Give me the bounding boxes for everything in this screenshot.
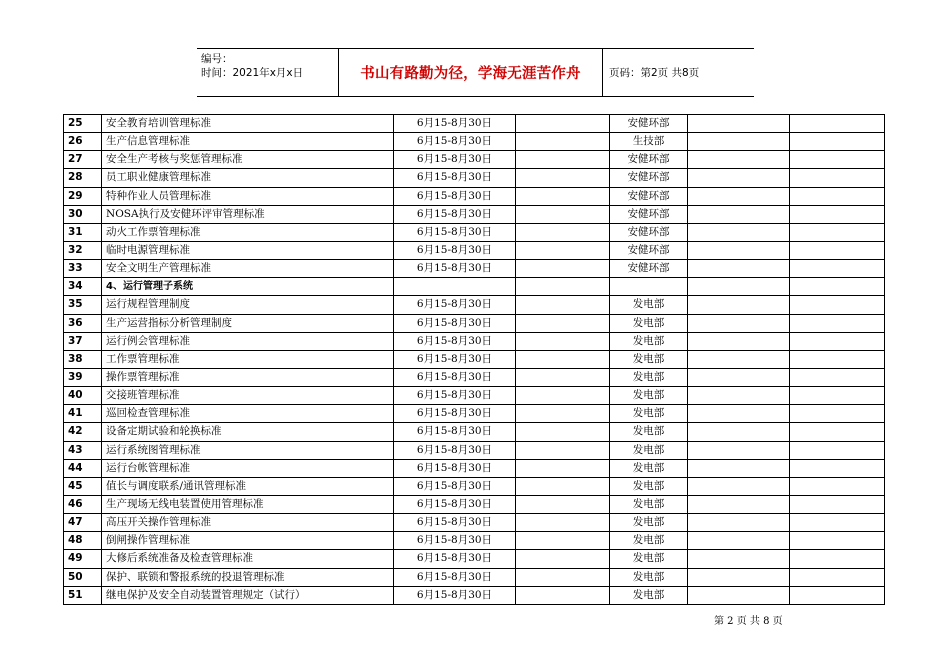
blank-cell bbox=[790, 187, 885, 205]
table-body bbox=[64, 115, 885, 605]
blank-cell bbox=[790, 151, 885, 169]
row-number: 34 bbox=[64, 278, 102, 296]
blank-cell bbox=[790, 568, 885, 586]
department: 发电部 bbox=[610, 495, 688, 513]
blank-cell bbox=[516, 586, 610, 604]
department: 安健环部 bbox=[610, 115, 688, 133]
department: 发电部 bbox=[610, 568, 688, 586]
standard-name: 安全生产考核与奖惩管理标准 bbox=[102, 151, 394, 169]
blank-cell bbox=[688, 314, 790, 332]
date-range: 6月15-8月30日 bbox=[394, 441, 516, 459]
department bbox=[610, 278, 688, 296]
date-range: 6月15-8月30日 bbox=[394, 495, 516, 513]
row-number: 29 bbox=[64, 187, 102, 205]
blank-cell bbox=[516, 151, 610, 169]
department: 安健环部 bbox=[610, 169, 688, 187]
blank-cell bbox=[790, 223, 885, 241]
blank-cell bbox=[790, 169, 885, 187]
blank-cell bbox=[516, 260, 610, 278]
page-footer: 第 2 页 共 8 页 bbox=[714, 616, 783, 627]
standard-name: 安全教育培训管理标准 bbox=[102, 115, 394, 133]
row-number: 38 bbox=[64, 350, 102, 368]
department: 发电部 bbox=[610, 441, 688, 459]
table-row bbox=[64, 405, 885, 423]
department: 发电部 bbox=[610, 532, 688, 550]
department: 安健环部 bbox=[610, 223, 688, 241]
blank-cell bbox=[790, 260, 885, 278]
date-range: 6月15-8月30日 bbox=[394, 332, 516, 350]
table-row bbox=[64, 568, 885, 586]
table-row bbox=[64, 532, 885, 550]
blank-cell bbox=[790, 441, 885, 459]
blank-cell bbox=[790, 115, 885, 133]
blank-cell bbox=[790, 405, 885, 423]
standard-name: 大修后系统准备及检查管理标准 bbox=[102, 550, 394, 568]
blank-cell bbox=[688, 332, 790, 350]
department: 发电部 bbox=[610, 332, 688, 350]
blank-cell bbox=[790, 350, 885, 368]
date-range: 6月15-8月30日 bbox=[394, 205, 516, 223]
blank-cell bbox=[516, 278, 610, 296]
row-number: 26 bbox=[64, 133, 102, 151]
table-row bbox=[64, 586, 885, 604]
standard-name: 工作票管理标准 bbox=[102, 350, 394, 368]
table-row bbox=[64, 368, 885, 386]
blank-cell bbox=[790, 332, 885, 350]
standard-name: 生产信息管理标准 bbox=[102, 133, 394, 151]
date-range: 6月15-8月30日 bbox=[394, 532, 516, 550]
row-number: 46 bbox=[64, 495, 102, 513]
blank-cell bbox=[516, 459, 610, 477]
department: 安健环部 bbox=[610, 205, 688, 223]
blank-cell bbox=[790, 586, 885, 604]
blank-cell bbox=[516, 205, 610, 223]
date-range: 6月15-8月30日 bbox=[394, 169, 516, 187]
date-range: 6月15-8月30日 bbox=[394, 314, 516, 332]
date-range: 6月15-8月30日 bbox=[394, 586, 516, 604]
date-range: 6月15-8月30日 bbox=[394, 133, 516, 151]
blank-cell bbox=[790, 550, 885, 568]
standard-name: 动火工作票管理标准 bbox=[102, 223, 394, 241]
blank-cell bbox=[516, 241, 610, 259]
date-range: 6月15-8月30日 bbox=[394, 568, 516, 586]
blank-cell bbox=[688, 223, 790, 241]
department: 安健环部 bbox=[610, 187, 688, 205]
page-header bbox=[197, 48, 754, 97]
blank-cell bbox=[790, 296, 885, 314]
blank-cell bbox=[516, 441, 610, 459]
blank-cell bbox=[688, 586, 790, 604]
table-row bbox=[64, 350, 885, 368]
blank-cell bbox=[516, 223, 610, 241]
department: 安健环部 bbox=[610, 151, 688, 169]
standard-name: 保护、联锁和警报系统的投退管理标准 bbox=[102, 568, 394, 586]
blank-cell bbox=[790, 495, 885, 513]
department: 发电部 bbox=[610, 586, 688, 604]
blank-cell bbox=[516, 514, 610, 532]
date-range: 6月15-8月30日 bbox=[394, 151, 516, 169]
date-range: 6月15-8月30日 bbox=[394, 405, 516, 423]
row-number: 44 bbox=[64, 459, 102, 477]
table-row bbox=[64, 314, 885, 332]
row-number: 30 bbox=[64, 205, 102, 223]
blank-cell bbox=[688, 169, 790, 187]
department: 发电部 bbox=[610, 423, 688, 441]
blank-cell bbox=[516, 187, 610, 205]
date-range: 6月15-8月30日 bbox=[394, 260, 516, 278]
row-number: 36 bbox=[64, 314, 102, 332]
blank-cell bbox=[516, 332, 610, 350]
header-motto: 书山有路勤为径，学海无涯苦作舟 bbox=[339, 49, 603, 96]
standard-name: 临时电源管理标准 bbox=[102, 241, 394, 259]
department: 发电部 bbox=[610, 477, 688, 495]
date-range: 6月15-8月30日 bbox=[394, 115, 516, 133]
blank-cell bbox=[790, 514, 885, 532]
date-range: 6月15-8月30日 bbox=[394, 241, 516, 259]
blank-cell bbox=[790, 205, 885, 223]
standards-table bbox=[63, 114, 885, 605]
blank-cell bbox=[516, 477, 610, 495]
row-number: 41 bbox=[64, 405, 102, 423]
date-range: 6月15-8月30日 bbox=[394, 550, 516, 568]
department: 发电部 bbox=[610, 387, 688, 405]
blank-cell bbox=[688, 133, 790, 151]
blank-cell bbox=[516, 368, 610, 386]
date-range bbox=[394, 278, 516, 296]
row-number: 47 bbox=[64, 514, 102, 532]
blank-cell bbox=[688, 387, 790, 405]
blank-cell bbox=[516, 387, 610, 405]
row-number: 28 bbox=[64, 169, 102, 187]
date-range: 6月15-8月30日 bbox=[394, 223, 516, 241]
blank-cell bbox=[790, 368, 885, 386]
department: 发电部 bbox=[610, 368, 688, 386]
blank-cell bbox=[688, 514, 790, 532]
standard-name: NOSA执行及安健环评审管理标准 bbox=[102, 205, 394, 223]
blank-cell bbox=[688, 205, 790, 223]
standard-name: 倒闸操作管理标准 bbox=[102, 532, 394, 550]
row-number: 42 bbox=[64, 423, 102, 441]
table-row bbox=[64, 459, 885, 477]
row-number: 25 bbox=[64, 115, 102, 133]
blank-cell bbox=[688, 278, 790, 296]
blank-cell bbox=[516, 350, 610, 368]
standard-name: 特种作业人员管理标准 bbox=[102, 187, 394, 205]
table-row bbox=[64, 495, 885, 513]
blank-cell bbox=[688, 260, 790, 278]
department: 发电部 bbox=[610, 405, 688, 423]
blank-cell bbox=[516, 115, 610, 133]
department: 发电部 bbox=[610, 350, 688, 368]
row-number: 39 bbox=[64, 368, 102, 386]
date-range: 6月15-8月30日 bbox=[394, 514, 516, 532]
blank-cell bbox=[516, 133, 610, 151]
blank-cell bbox=[688, 459, 790, 477]
row-number: 51 bbox=[64, 586, 102, 604]
blank-cell bbox=[516, 314, 610, 332]
row-number: 32 bbox=[64, 241, 102, 259]
blank-cell bbox=[516, 169, 610, 187]
blank-cell bbox=[688, 241, 790, 259]
table-row bbox=[64, 514, 885, 532]
date-range: 6月15-8月30日 bbox=[394, 459, 516, 477]
standard-name: 员工职业健康管理标准 bbox=[102, 169, 394, 187]
blank-cell bbox=[688, 550, 790, 568]
table-row bbox=[64, 169, 885, 187]
blank-cell bbox=[688, 423, 790, 441]
blank-cell bbox=[688, 405, 790, 423]
date-range: 6月15-8月30日 bbox=[394, 477, 516, 495]
table-row bbox=[64, 260, 885, 278]
blank-cell bbox=[516, 532, 610, 550]
blank-cell bbox=[790, 314, 885, 332]
blank-cell bbox=[688, 368, 790, 386]
section-heading: 4、运行管理子系统 bbox=[102, 278, 394, 296]
blank-cell bbox=[516, 423, 610, 441]
blank-cell bbox=[790, 423, 885, 441]
header-page-label: 页码：第2页 共8页 bbox=[609, 67, 700, 79]
standard-name: 继电保护及安全自动装置管理规定（试行） bbox=[102, 586, 394, 604]
standard-name: 操作票管理标准 bbox=[102, 368, 394, 386]
table-row bbox=[64, 241, 885, 259]
date-range: 6月15-8月30日 bbox=[394, 187, 516, 205]
blank-cell bbox=[516, 550, 610, 568]
blank-cell bbox=[790, 241, 885, 259]
table-row bbox=[64, 133, 885, 151]
department: 发电部 bbox=[610, 550, 688, 568]
blank-cell bbox=[688, 151, 790, 169]
row-number: 50 bbox=[64, 568, 102, 586]
table-row bbox=[64, 115, 885, 133]
row-number: 45 bbox=[64, 477, 102, 495]
blank-cell bbox=[790, 133, 885, 151]
header-meta bbox=[197, 49, 339, 96]
blank-cell bbox=[688, 350, 790, 368]
blank-cell bbox=[688, 296, 790, 314]
row-number: 33 bbox=[64, 260, 102, 278]
blank-cell bbox=[516, 495, 610, 513]
table-row bbox=[64, 441, 885, 459]
department: 发电部 bbox=[610, 314, 688, 332]
row-number: 27 bbox=[64, 151, 102, 169]
department: 发电部 bbox=[610, 459, 688, 477]
department: 安健环部 bbox=[610, 260, 688, 278]
table-row bbox=[64, 296, 885, 314]
blank-cell bbox=[688, 187, 790, 205]
row-number: 48 bbox=[64, 532, 102, 550]
table-row bbox=[64, 151, 885, 169]
blank-cell bbox=[790, 278, 885, 296]
department: 发电部 bbox=[610, 514, 688, 532]
row-number: 49 bbox=[64, 550, 102, 568]
date-range: 6月15-8月30日 bbox=[394, 368, 516, 386]
row-number: 35 bbox=[64, 296, 102, 314]
table-row bbox=[64, 477, 885, 495]
department: 生技部 bbox=[610, 133, 688, 151]
date-range: 6月15-8月30日 bbox=[394, 387, 516, 405]
blank-cell bbox=[790, 477, 885, 495]
blank-cell bbox=[688, 441, 790, 459]
table-row bbox=[64, 387, 885, 405]
blank-cell bbox=[688, 477, 790, 495]
standard-name: 生产运营指标分析管理制度 bbox=[102, 314, 394, 332]
standard-name: 运行台帐管理标准 bbox=[102, 459, 394, 477]
table-row bbox=[64, 187, 885, 205]
row-number: 43 bbox=[64, 441, 102, 459]
blank-cell bbox=[688, 532, 790, 550]
table-row bbox=[64, 278, 885, 296]
blank-cell bbox=[516, 568, 610, 586]
department: 发电部 bbox=[610, 296, 688, 314]
blank-cell bbox=[516, 296, 610, 314]
blank-cell bbox=[790, 459, 885, 477]
standard-name: 安全文明生产管理标准 bbox=[102, 260, 394, 278]
standard-name: 高压开关操作管理标准 bbox=[102, 514, 394, 532]
blank-cell bbox=[516, 405, 610, 423]
row-number: 31 bbox=[64, 223, 102, 241]
standard-name: 生产现场无线电装置使用管理标准 bbox=[102, 495, 394, 513]
row-number: 37 bbox=[64, 332, 102, 350]
standard-name: 设备定期试验和轮换标准 bbox=[102, 423, 394, 441]
blank-cell bbox=[790, 387, 885, 405]
department: 安健环部 bbox=[610, 241, 688, 259]
document-number-label: 编号： bbox=[201, 53, 233, 65]
standard-name: 巡回检查管理标准 bbox=[102, 405, 394, 423]
date-range: 6月15-8月30日 bbox=[394, 423, 516, 441]
table-row bbox=[64, 205, 885, 223]
standard-name: 运行系统图管理标准 bbox=[102, 441, 394, 459]
table-row bbox=[64, 550, 885, 568]
blank-cell bbox=[790, 532, 885, 550]
standard-name: 值长与调度联系/通讯管理标准 bbox=[102, 477, 394, 495]
date-range: 6月15-8月30日 bbox=[394, 350, 516, 368]
table-row bbox=[64, 332, 885, 350]
blank-cell bbox=[688, 115, 790, 133]
table-row bbox=[64, 223, 885, 241]
standard-name: 交接班管理标准 bbox=[102, 387, 394, 405]
standard-name: 运行例会管理标准 bbox=[102, 332, 394, 350]
blank-cell bbox=[688, 568, 790, 586]
row-number: 40 bbox=[64, 387, 102, 405]
date-range: 6月15-8月30日 bbox=[394, 296, 516, 314]
document-time-label: 时间：2021年x月x日 bbox=[201, 67, 304, 79]
table-row bbox=[64, 423, 885, 441]
blank-cell bbox=[688, 495, 790, 513]
standard-name: 运行规程管理制度 bbox=[102, 296, 394, 314]
